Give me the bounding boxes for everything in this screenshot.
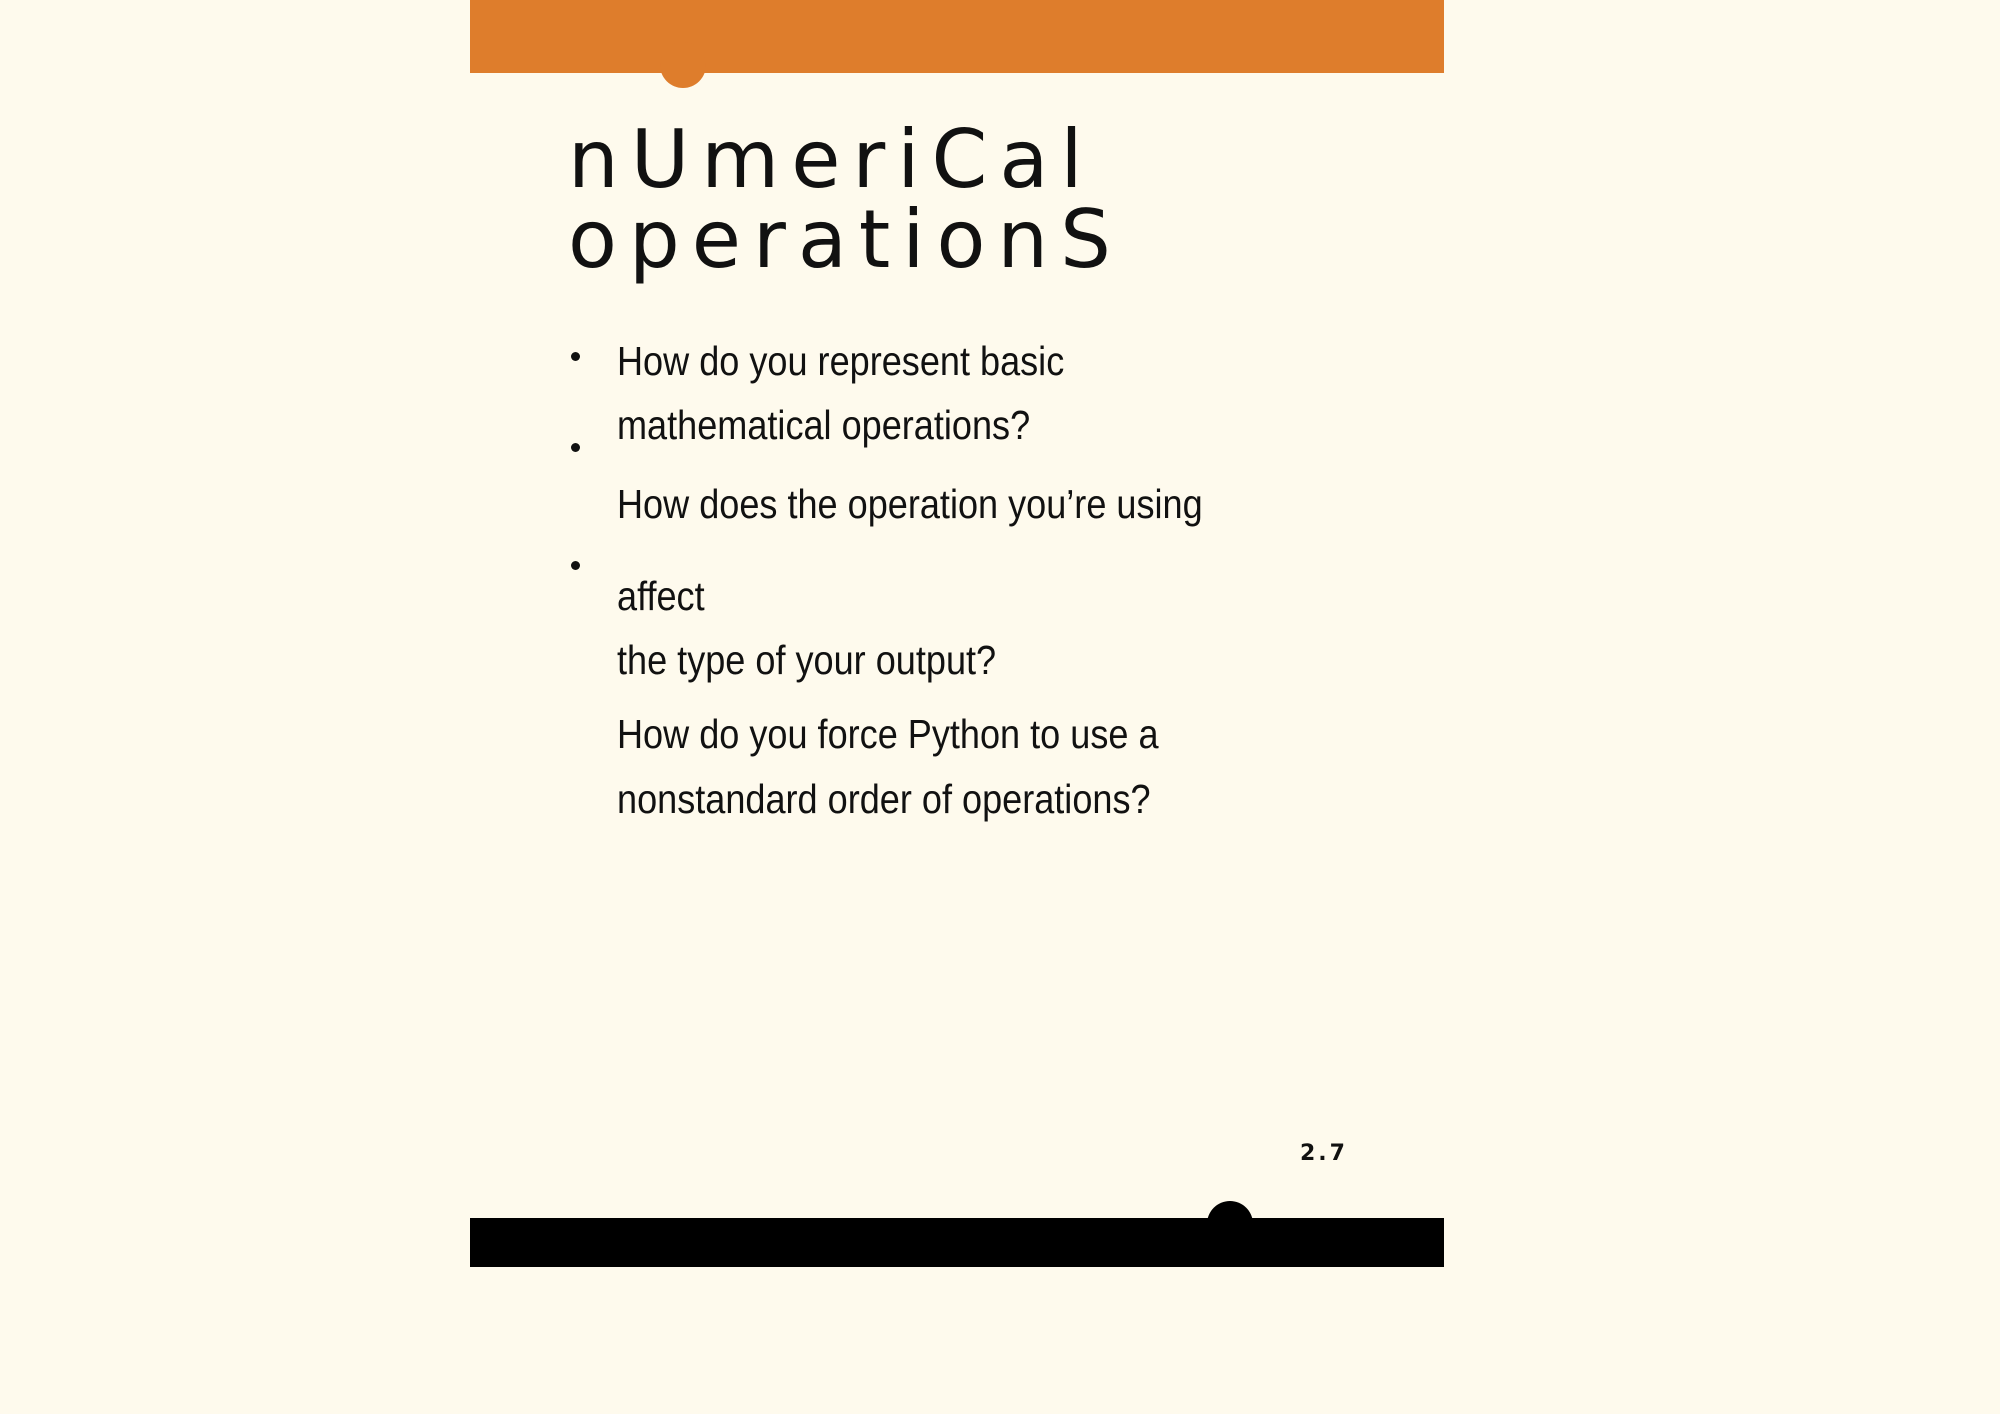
slide-title <box>568 113 1123 286</box>
bullet-1-line-1: How do you represent basic <box>617 338 1065 384</box>
bullet-2-line-2: affect <box>617 573 705 619</box>
bullet-3-line-1: How do you force Python to use a <box>617 711 1159 757</box>
bullet-marker <box>571 561 580 570</box>
bullet-marker <box>571 443 580 452</box>
bullet-2-line-1: How does the operation you’re using <box>617 481 1203 527</box>
top-accent-bar <box>470 0 1444 73</box>
bullet-marker <box>571 352 580 361</box>
bullet-1-line-2: mathematical operations? <box>617 402 1031 448</box>
bullet-2-line-3: the type of your output? <box>617 637 997 683</box>
slide-title-line-1: nUmeriCal <box>568 113 1095 206</box>
top-accent-dot <box>660 42 706 88</box>
page-number: 2.7 <box>1300 1141 1348 1166</box>
bullet-3-line-2: nonstandard order of operations? <box>617 776 1151 822</box>
footer-bar <box>470 1218 1444 1267</box>
slide-title-line-2: operationS <box>568 193 1123 286</box>
